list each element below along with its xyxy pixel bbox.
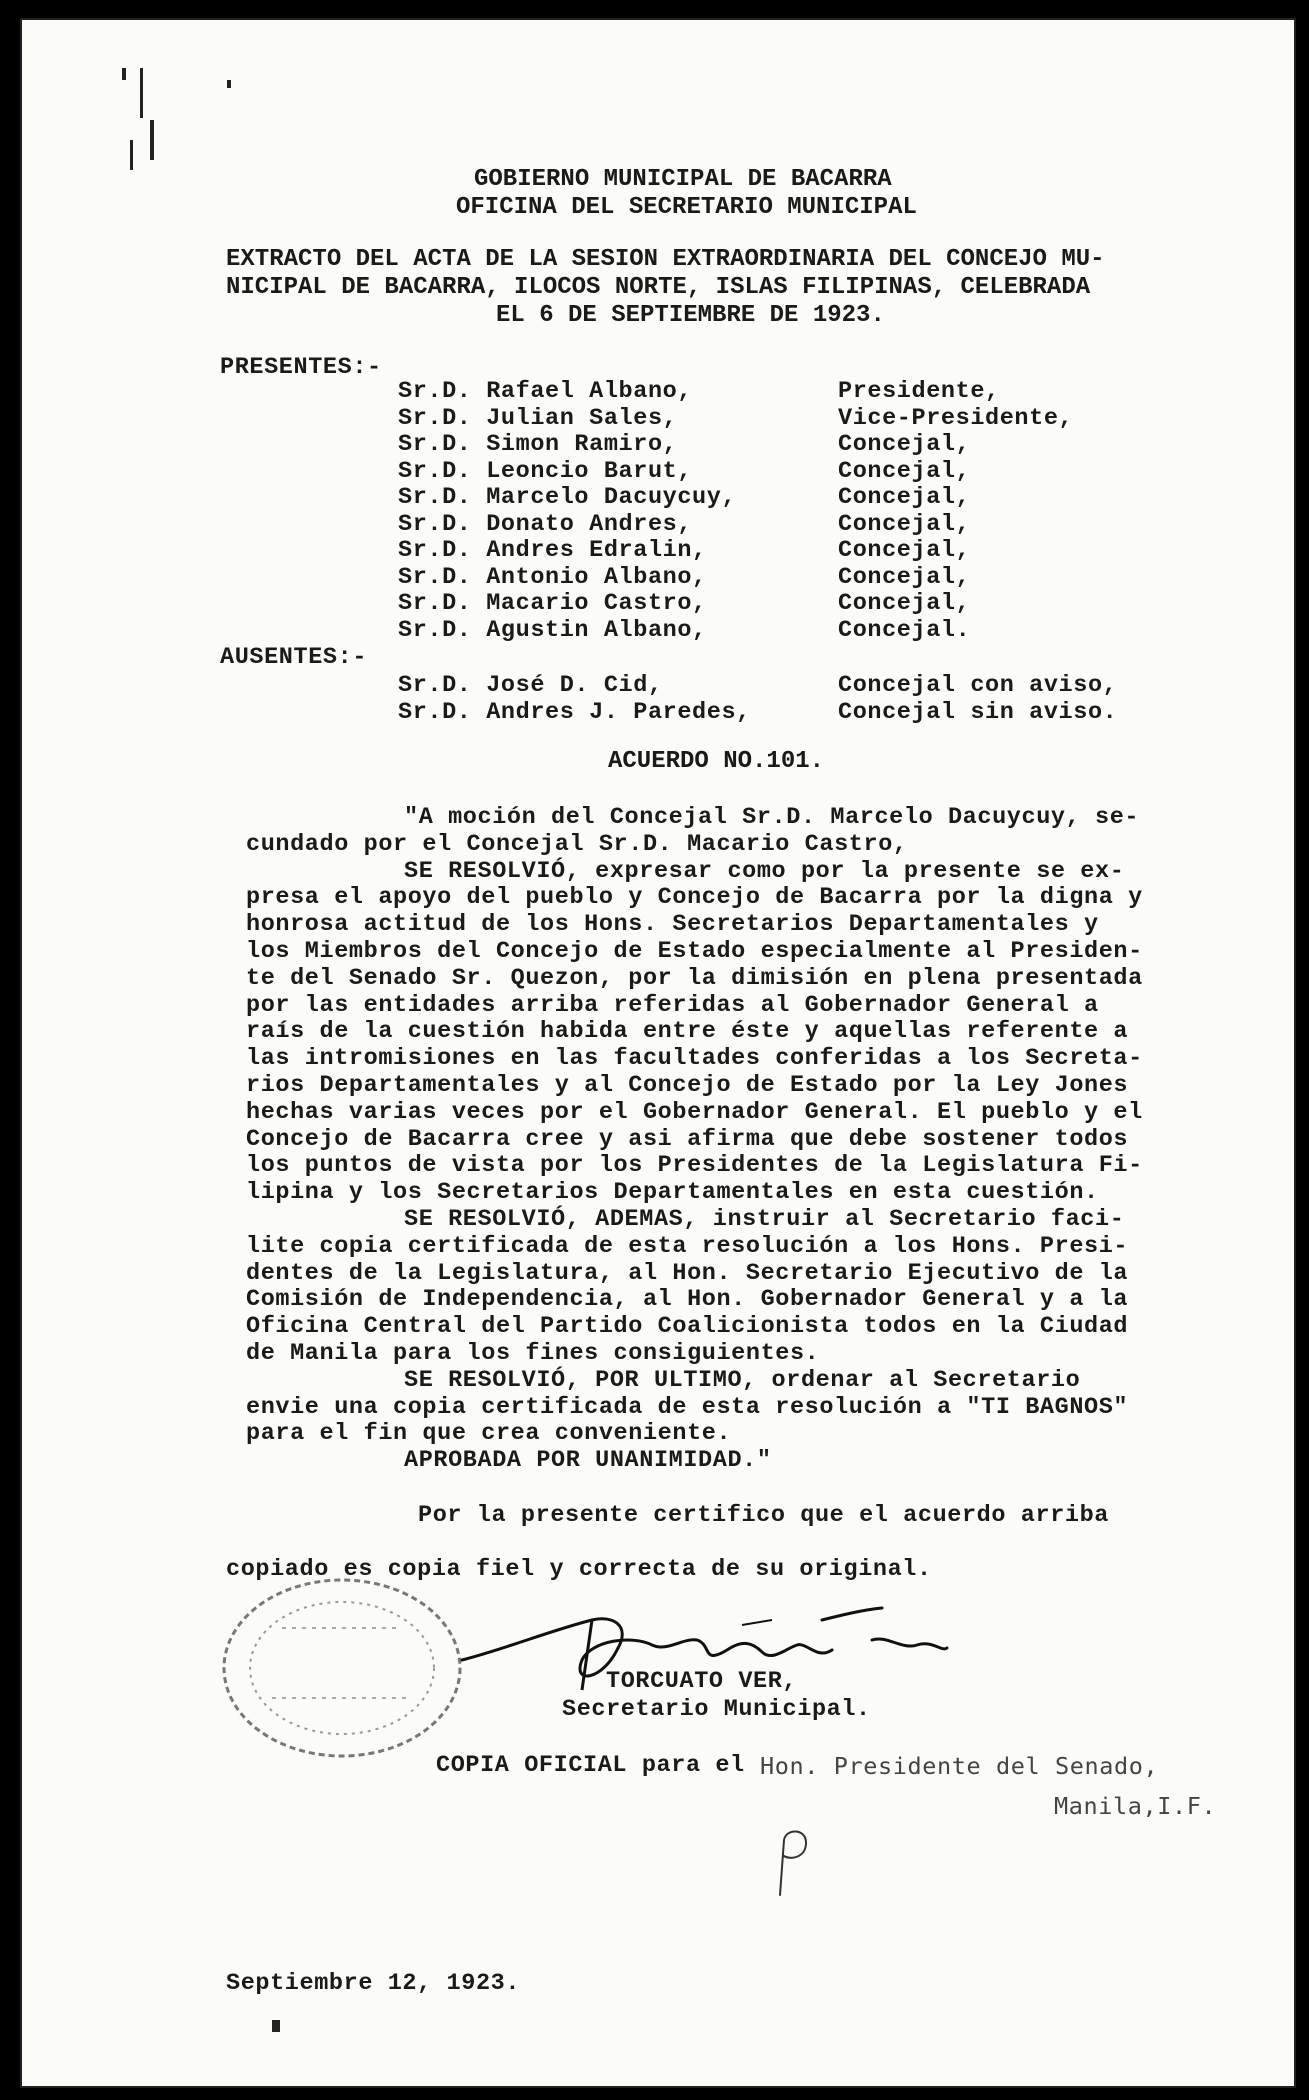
certification-line-2: copiado es copia fiel y correcta de su original.: [226, 1556, 932, 1583]
margin-speck: [150, 120, 154, 160]
attendee-role: Concejal sin aviso.: [838, 698, 1118, 726]
resolution-line: cundado por el Concejal Sr.D. Macario Castro,: [246, 830, 908, 858]
margin-speck: [130, 140, 133, 170]
resolution-line: raís de la cuestión habida entre éste y aquellas referente a: [246, 1018, 1129, 1046]
resolution-line: los puntos de vista por los Presidentes de la Legislatura Fi-: [246, 1152, 1143, 1180]
header-department: OFICINA DEL SECRETARIO MUNICIPAL: [456, 194, 917, 221]
resolution-line: presa el apoyo del pueblo y Concejo de Bacarra por la digna y: [246, 884, 1143, 912]
signatory-title: Secretario Municipal.: [562, 1696, 871, 1723]
attendee-name: Sr.D. Antonio Albano,: [398, 563, 707, 591]
attendee-role: Concejal,: [838, 590, 971, 617]
attendee-name: Sr.D. Donato Andres,: [398, 510, 693, 538]
title-line-2: NICIPAL DE BACARRA, ILOCOS NORTE, ISLAS FILIPINAS, CELEBRADA: [226, 274, 1091, 301]
resolution-line: los Miembros del Concejo de Estado especialmente al Presiden-: [246, 938, 1143, 965]
attendee-name: Sr.D. Marcelo Dacuycuy,: [398, 484, 737, 511]
scan-frame: [4, 4, 1305, 2096]
attendee-name: Sr.D. Rafael Albano,: [398, 378, 693, 405]
attendee-role: Concejal,: [838, 510, 971, 538]
resolution-line: honrosa actitud de los Hons. Secretarios Departamentales y: [246, 911, 1099, 939]
attendee-name: Sr.D. Leoncio Barut,: [398, 457, 693, 485]
resolution-line: "A moción del Concejal Sr.D. Marcelo Dacuycuy, se-: [404, 804, 1140, 831]
attendee-name: Sr.D. Macario Castro,: [398, 590, 707, 617]
copy-notice-place: Manila,I.F.: [1054, 1792, 1217, 1820]
resolution-line: dentes de la Legislatura, al Hon. Secretario Ejecutivo de la: [246, 1259, 1129, 1287]
margin-speck: [272, 2020, 280, 2032]
municipal-seal: [212, 1568, 472, 1768]
title-line-1: EXTRACTO DEL ACTA DE LA SESION EXTRAORDINARIA DEL CONCEJO MU-: [226, 246, 1105, 273]
attendee-name: Sr.D. Andres J. Paredes,: [398, 698, 751, 726]
attendee-name: Sr.D. José D. Cid,: [398, 672, 663, 699]
resolution-line: APROBADA POR UNANIMIDAD.": [404, 1447, 772, 1475]
presentes-label: PRESENTES:-: [220, 354, 382, 381]
signatory-name: TORCUATO VER,: [606, 1668, 798, 1695]
resolution-line: Concejo de Bacarra cree y asi afirma que debe sostener todos: [246, 1125, 1129, 1153]
resolution-line: Comisión de Independencia, al Hon. Gobernador General y a la: [246, 1286, 1129, 1314]
title-line-3: EL 6 DE SEPTIEMBRE DE 1923.: [496, 302, 885, 329]
resolution-line: rios Departamentales y al Concejo de Estado por la Ley Jones: [246, 1072, 1129, 1099]
resolution-line: lipina y los Secretarios Departamentales en esta cuestión.: [246, 1179, 1099, 1207]
resolution-line: lite copia certificada de esta resolución a los Hons. Presi-: [246, 1232, 1129, 1260]
attendee-role: Concejal,: [838, 537, 971, 564]
attendee-role: Concejal con aviso,: [838, 672, 1118, 699]
acuerdo-number: ACUERDO NO.101.: [608, 748, 825, 775]
attendee-name: Sr.D. Agustin Albano,: [398, 616, 707, 644]
attendee-role: Concejal,: [838, 484, 971, 511]
attendee-role: Concejal.: [838, 616, 971, 644]
attendee-role: Concejal,: [838, 563, 971, 591]
header-office: GOBIERNO MUNICIPAL DE BACARRA: [474, 166, 892, 193]
attendee-name: Sr.D. Simon Ramiro,: [398, 431, 678, 458]
copy-notice-recipient: Hon. Presidente del Senado,: [760, 1752, 1159, 1780]
resolution-line: para el fin que crea conveniente.: [246, 1420, 732, 1448]
resolution-line: de Manila para los fines consiguientes.: [246, 1340, 820, 1367]
resolution-line: SE RESOLVIÓ, ADEMAS, instruir al Secretario faci-: [404, 1206, 1125, 1233]
document-date: Septiembre 12, 1923.: [226, 1970, 521, 1997]
attendee-role: Concejal,: [838, 431, 971, 458]
resolution-line: SE RESOLVIÓ, POR ULTIMO, ordenar al Secretario: [404, 1366, 1081, 1394]
resolution-line: por las entidades arriba referidas al Gobernador General a: [246, 991, 1099, 1019]
document-page: [20, 18, 1296, 2088]
resolution-line: envie una copia certificada de esta resolución a "TI BAGNOS": [246, 1393, 1129, 1421]
margin-speck: [227, 80, 231, 88]
certification-line-1: Por la presente certifico que el acuerdo arriba: [418, 1502, 1110, 1529]
resolution-line: te del Senado Sr. Quezon, por la dimisión en plena presentada: [246, 964, 1143, 992]
margin-speck: [122, 68, 126, 80]
resolution-line: las intromisiones en las facultades conferidas a los Secreta-: [246, 1045, 1143, 1073]
attendee-name: Sr.D. Julian Sales,: [398, 404, 678, 432]
handwritten-initial: [762, 1820, 822, 1900]
resolution-line: hechas varias veces por el Gobernador General. El pueblo y el: [246, 1098, 1143, 1126]
attendee-role: Concejal,: [838, 457, 971, 485]
attendee-role: Vice-Presidente,: [838, 404, 1074, 432]
margin-speck: [140, 68, 143, 118]
resolution-line: Oficina Central del Partido Coalicionista todos en la Ciudad: [246, 1313, 1129, 1341]
attendee-role: Presidente,: [838, 378, 1000, 405]
ausentes-label: AUSENTES:-: [220, 644, 368, 671]
attendee-name: Sr.D. Andres Edralin,: [398, 537, 707, 564]
resolution-line: SE RESOLVIÓ, expresar como por la presente se ex-: [404, 857, 1125, 885]
copy-notice-label: COPIA OFICIAL para el: [436, 1752, 745, 1779]
